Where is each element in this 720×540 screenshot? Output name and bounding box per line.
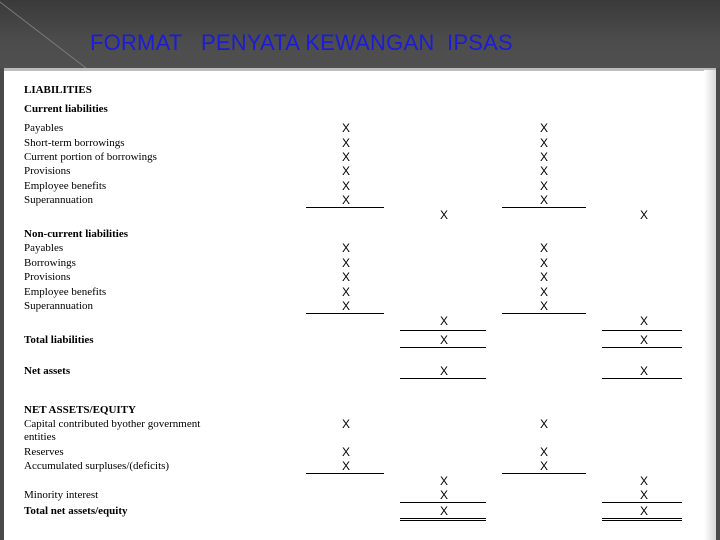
x-mark: X [539,164,548,178]
accumulated-surpluses-label: Accumulated surpluses/(deficits) [24,460,170,472]
reserves-label: Reserves [24,446,64,458]
current-item-payables: Payables [24,122,64,134]
double-underline [602,520,682,521]
subtotal-rule [306,313,384,314]
x-mark: X [539,285,548,299]
x-mark-minority-interest: X [639,488,648,502]
x-mark: X [539,179,548,193]
x-mark: X [341,150,350,164]
x-mark: X [341,193,350,207]
x-mark-total-equity: X [439,504,448,518]
total-net-assets-equity-label: Total net assets/equity [24,505,128,517]
x-mark: X [341,445,350,459]
x-mark: X [539,193,548,207]
total-rule [400,502,486,503]
x-mark: X [539,256,548,270]
total-rule [602,502,682,503]
x-mark: X [341,121,350,135]
x-mark: X [341,285,350,299]
x-mark: X [341,299,350,313]
subtotal-rule [502,473,586,474]
capital-contributed-label-line1: Capital contributed byother government [24,418,201,430]
x-mark-total-liabilities: X [639,333,648,347]
double-underline [602,518,682,519]
net-assets-underline [400,378,486,379]
x-mark-minority-interest: X [439,488,448,502]
current-liabilities-heading: Current liabilities [24,103,108,115]
current-item-short-term-borrowings: Short-term borrowings [24,137,125,149]
current-item-provisions: Provisions [24,165,71,177]
capital-contributed-label-line2: entities [24,431,56,443]
minority-interest-label: Minority interest [24,489,99,501]
x-mark-total-equity: X [639,504,648,518]
x-mark-net-assets: X [639,364,648,378]
x-mark: X [341,270,350,284]
x-mark: X [539,270,548,284]
x-mark: X [539,241,548,255]
x-mark-current-subtotal: X [639,208,648,222]
sheet-top-border [4,68,716,71]
total-liabilities-label: Total liabilities [24,334,94,346]
noncurrent-item-provisions: Provisions [24,271,71,283]
x-mark: X [341,459,350,473]
net-assets-equity-heading: NET ASSETS/EQUITY [24,404,136,416]
net-assets-underline [602,378,682,379]
x-mark: X [539,150,548,164]
total-underline [400,347,486,348]
x-mark: X [341,417,350,431]
x-mark-equity-subtotal: X [639,474,648,488]
subtotal-rule [502,313,586,314]
current-item-superannuation: Superannuation [24,194,94,206]
noncurrent-liabilities-heading: Non-current liabilities [24,228,128,240]
subtotal-rule [306,473,384,474]
x-mark-noncurrent-subtotal: X [639,314,648,328]
double-underline [400,518,486,519]
x-mark: X [539,136,548,150]
total-rule [400,330,486,331]
double-underline [400,520,486,521]
x-mark-net-assets: X [439,364,448,378]
subtotal-rule [502,207,586,208]
sheet-right-edge [704,70,716,540]
x-mark-equity-subtotal: X [439,474,448,488]
subtotal-rule [306,207,384,208]
x-mark: X [539,299,548,313]
x-mark: X [341,241,350,255]
x-mark-noncurrent-subtotal: X [439,314,448,328]
noncurrent-item-employee-benefits: Employee benefits [24,286,107,298]
total-underline [602,347,682,348]
x-mark: X [539,459,548,473]
total-rule [602,330,682,331]
x-mark: X [539,417,548,431]
current-item-current-portion: Current portion of borrowings [24,151,157,163]
noncurrent-item-borrowings: Borrowings [24,257,76,269]
x-mark: X [341,256,350,270]
liabilities-heading: LIABILITIES [24,84,92,96]
noncurrent-item-superannuation: Superannuation [24,300,94,312]
x-mark: X [341,179,350,193]
x-mark-current-subtotal: X [439,208,448,222]
x-mark: X [341,136,350,150]
noncurrent-item-payables: Payables [24,242,64,254]
diagonal-line-decoration [0,0,90,68]
slide-title: FORMAT PENYATA KEWANGAN IPSAS [90,30,513,55]
x-mark-total-liabilities: X [439,333,448,347]
x-mark: X [539,445,548,459]
title-bar [0,0,720,68]
x-mark: X [341,164,350,178]
x-mark: X [539,121,548,135]
net-assets-label: Net assets [24,365,71,377]
current-item-employee-benefits: Employee benefits [24,180,107,192]
